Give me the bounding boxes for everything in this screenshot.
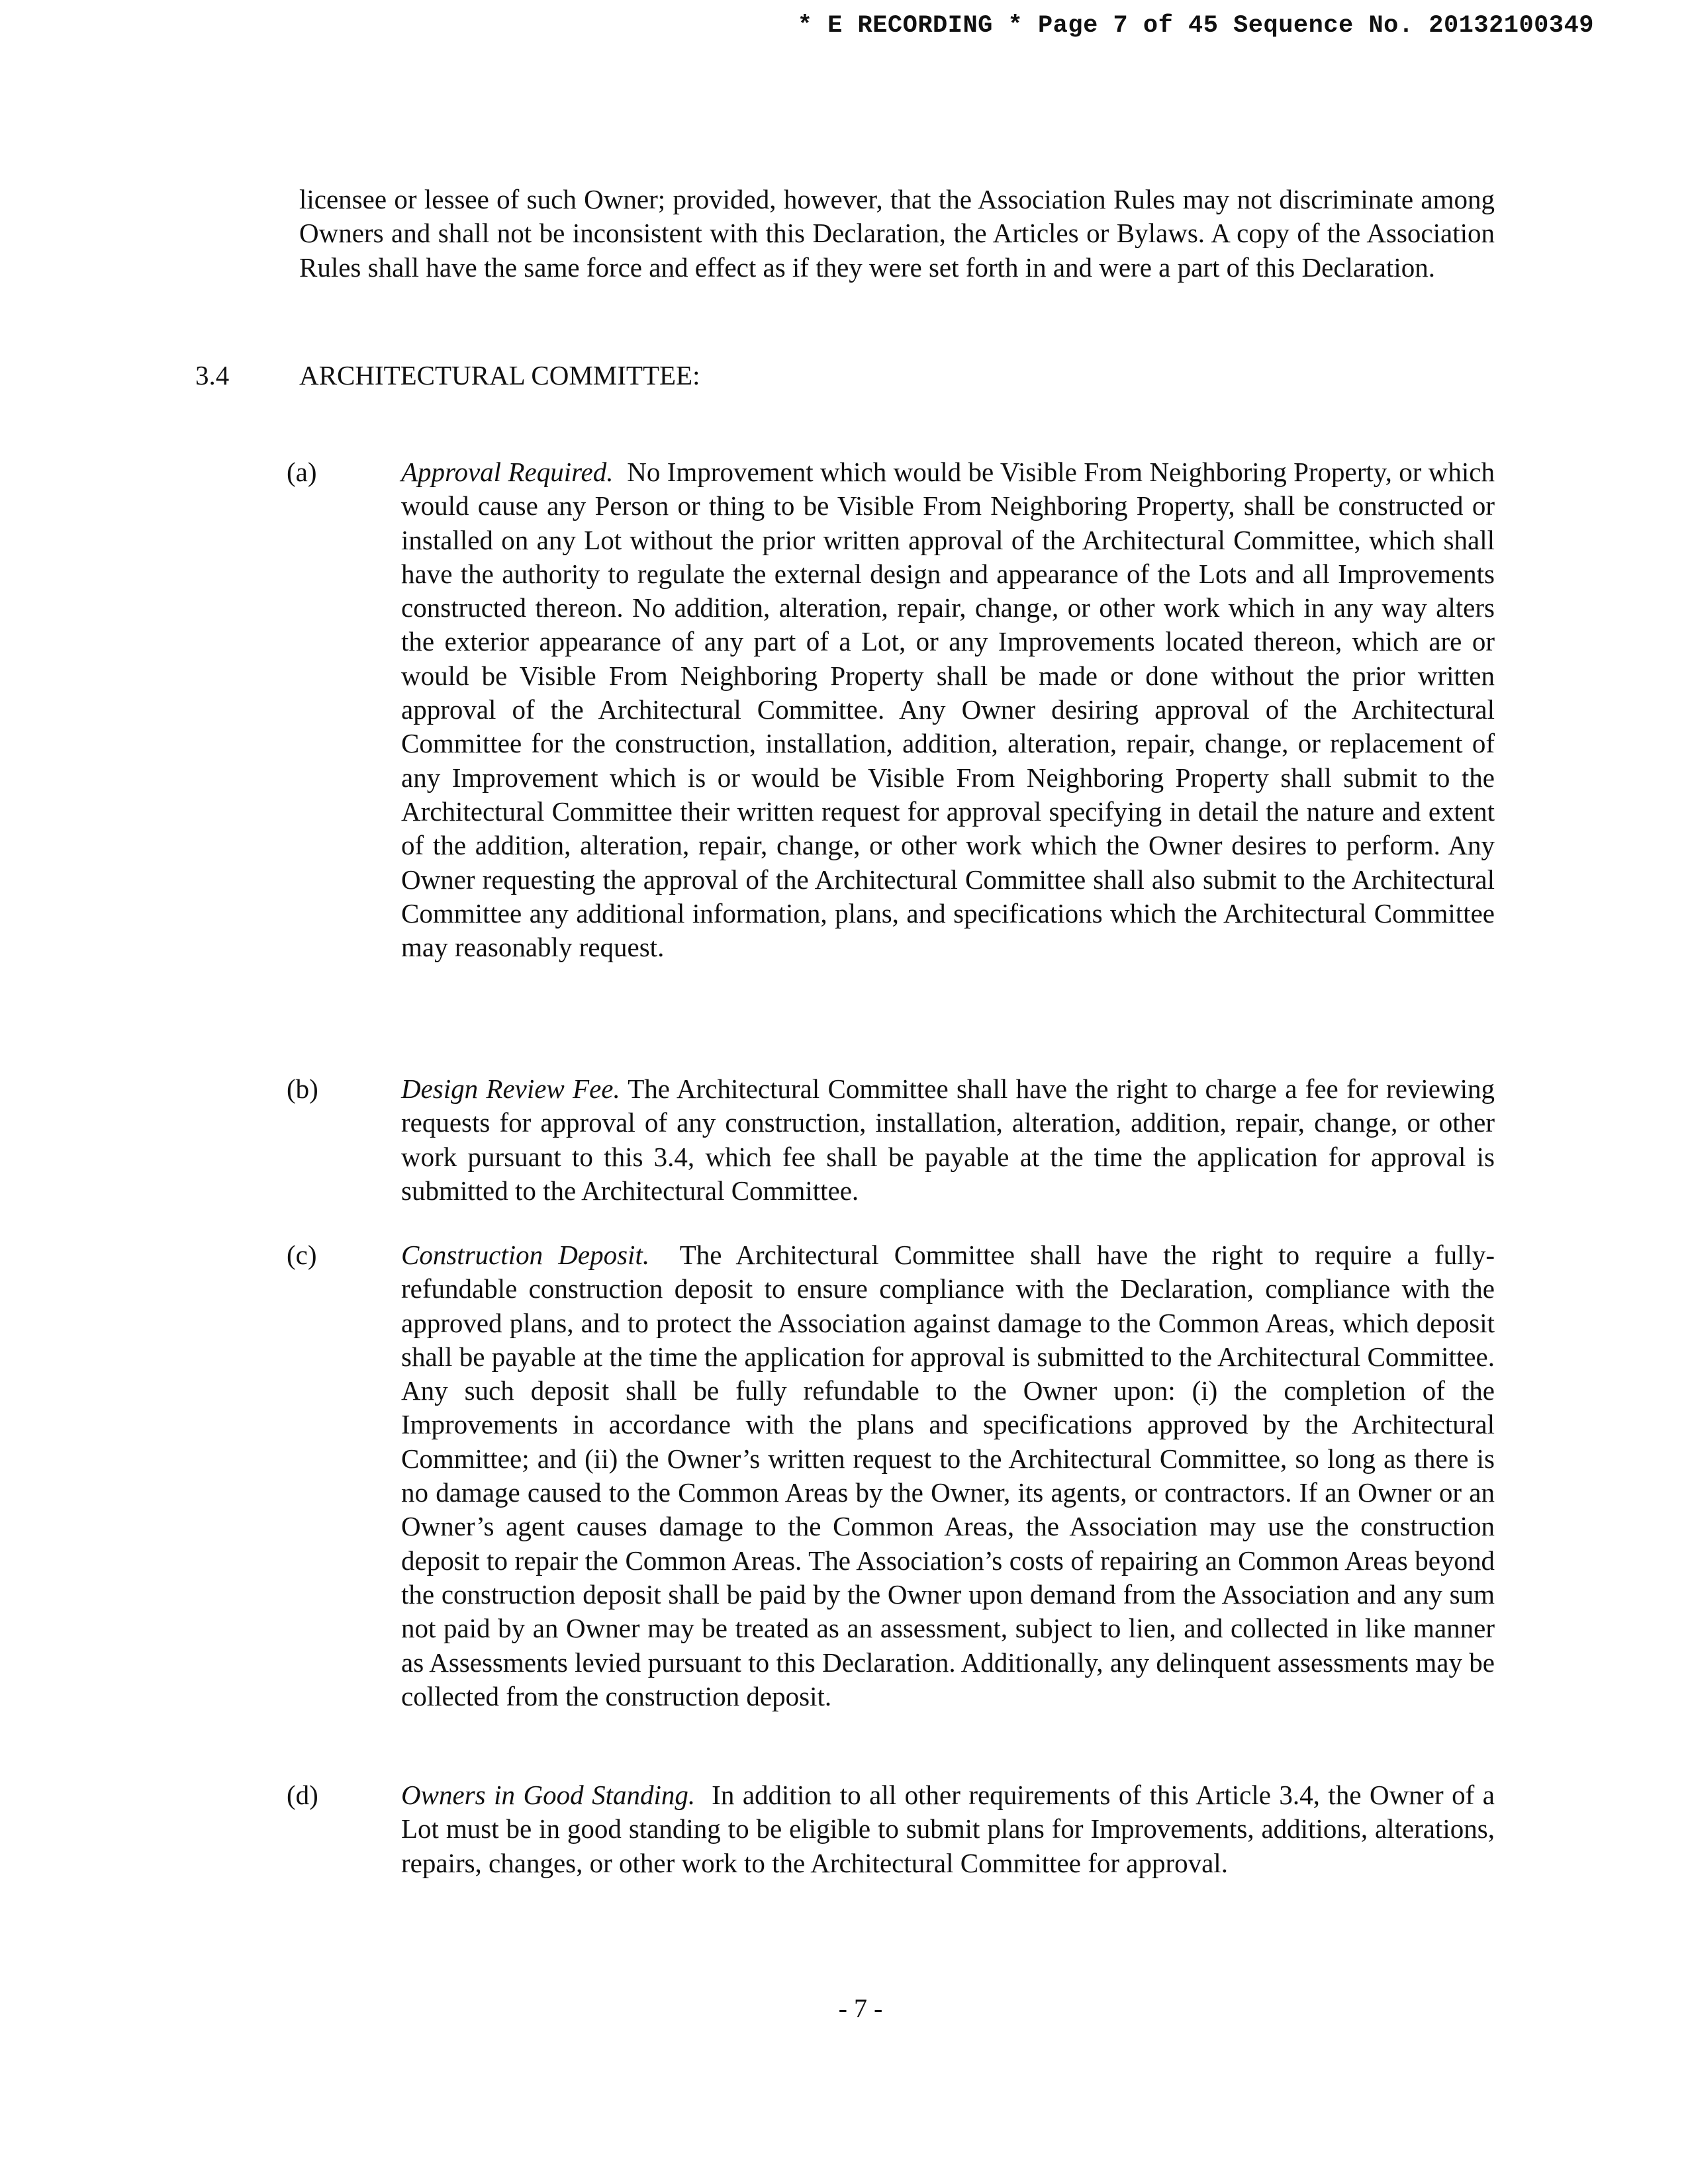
item-title: Owners in Good Standing.	[401, 1780, 696, 1810]
section-number: 3.4	[195, 360, 230, 390]
item-title: Construction Deposit.	[401, 1240, 650, 1270]
item-title: Approval Required.	[401, 457, 614, 487]
item-title: Design Review Fee.	[401, 1073, 620, 1104]
recording-header: * E RECORDING * Page 7 of 45 Sequence No. 20132100349	[797, 12, 1594, 40]
item-body: No Improvement which would be Visible From Neighboring Property, or which would cause any Person or thing to be Visible From Neighboring Property, shall be constructed or installed on any Lot without the prior written approval of the Architectural Committee, which shall have the authority to regulate the external design and appearance of the Lots and all Improvements constructed thereon. No addition, alteration, repair, change, or other work which in any way alters the exterior appearance of any part of a Lot, or any Improvements located thereon, which are or would be Visible From Neighboring Property shall be made or done without the prior written approval of the Architectural Committee. Any Owner desiring approval of the Architectural Committee for the construction, installation, addition, alteration, repair, change, or replacement of any Improvement which is or would be Visible From Neighboring Property shall submit to the Architectural Committee their written request for approval specifying in detail the nature and extent of the addition, alteration, repair, change, or other work which the Owner desires to perform. Any Owner requesting the approval of the Architectural Committee shall also submit to the Architectural Committee any additional information, plans, and specifications which the Architectural Committee may reasonably request.	[401, 457, 1495, 963]
item-body: In addition to all other requirements of this Article 3.4, the Owner of a Lot must be in good standing to be eligible to submit plans for Improvements, additions, alterations, repairs, changes, or other work to the Architectural Committee for approval.	[401, 1780, 1495, 1878]
item-marker: (a)	[287, 457, 317, 487]
item-paragraph	[401, 455, 1495, 964]
item-marker: (b)	[287, 1073, 318, 1104]
intro-paragraph: licensee or lessee of such Owner; provided, however, that the Association Rules may not discriminate among Owners and shall not be inconsistent with this Declaration, the Articles or Bylaws. A copy of the Association Rules shall have the same force and effect as if they were set forth in and were a part of this Declaration.	[299, 184, 1495, 283]
item-body: The Architectural Committee shall have the right to require a fully-refundable construction deposit to ensure compliance with the Declaration, compliance with the approved plans, and to protect the Association against damage to the Common Areas, which deposit shall be payable at the time the application for approval is submitted to the Architectural Committee. Any such deposit shall be fully refundable to the Owner upon: (i) the completion of the Improvements in accordance with the plans and specifications approved by the Architectural Committee; and (ii) the Owner’s written request to the Architectural Committee, so long as there is no damage caused to the Common Areas by the Owner, its agents, or contractors. If an Owner or an Owner’s agent causes damage to the Common Areas, the Association may use the construction deposit to repair the Common Areas. The Association’s costs of repairing an Common Areas beyond the construction deposit shall be paid by the Owner upon demand from the Association and any sum not paid by an Owner may be treated as an assessment, subject to lien, and collected in like manner as Assessments levied pursuant to this Declaration. Additionally, any delinquent assessments may be collected from the construction deposit.	[401, 1240, 1495, 1711]
item-body: The Architectural Committee shall have the right to charge a fee for reviewing requests for approval of any construction, installation, alteration, addition, repair, change, or other work pursuant to this 3.4, which fee shall be payable at the time the application for approval is submitted to the Architectural Committee.	[401, 1073, 1495, 1206]
page-number: - 7 -	[838, 1993, 883, 2023]
item-paragraph	[401, 1238, 1495, 1713]
item-paragraph	[401, 1072, 1495, 1208]
item-marker: (c)	[287, 1240, 317, 1270]
item-marker: (d)	[287, 1780, 318, 1810]
item-paragraph	[401, 1778, 1495, 1880]
section-title: ARCHITECTURAL COMMITTEE:	[299, 360, 700, 390]
